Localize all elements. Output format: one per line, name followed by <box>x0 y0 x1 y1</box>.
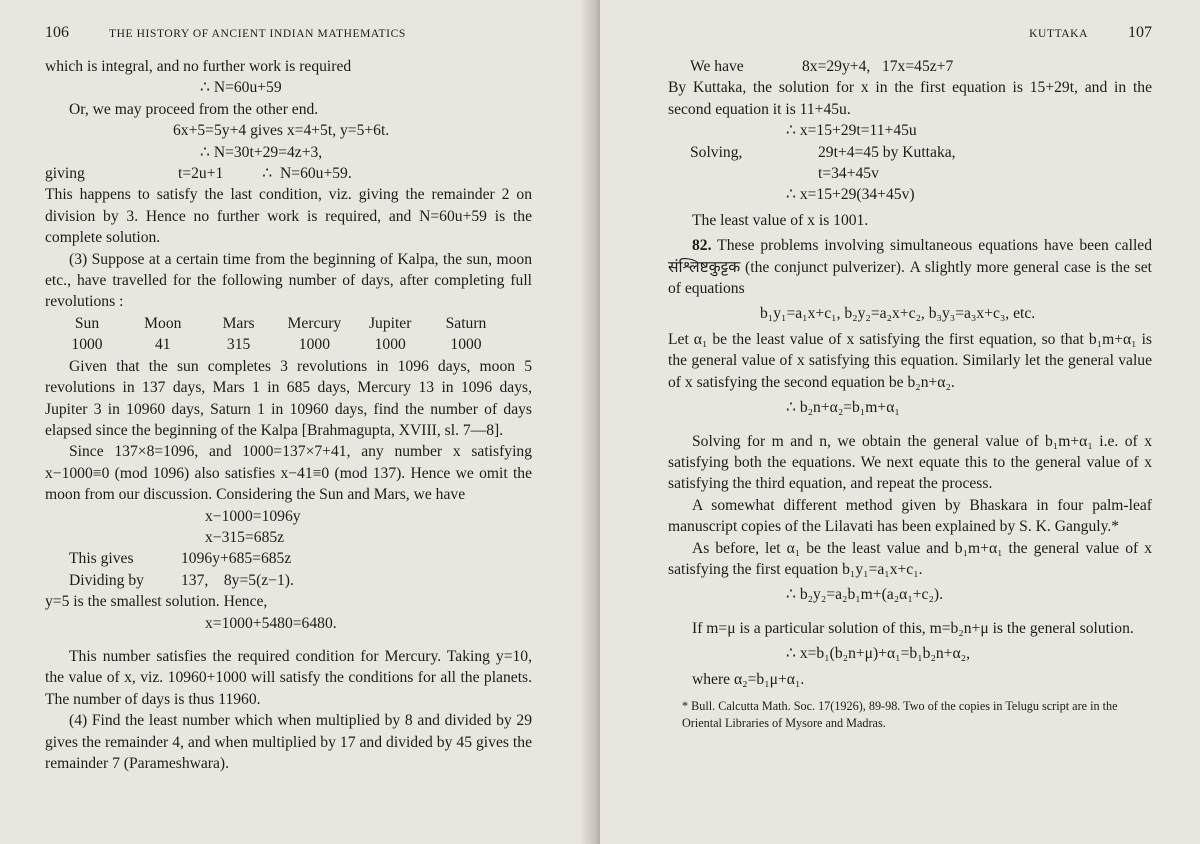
table-cell: 1000 <box>71 336 103 354</box>
paragraph: (4) Find the least number which when multiplied by 8 and divided by 29 gives the remainder 4, and when multiplied by 17 and divided by 45 gives the remainder 7 (Parameshwara). <box>45 712 532 772</box>
equation-label: We have <box>690 58 744 75</box>
left-page <box>0 0 592 844</box>
equation: x−1000=1096y <box>205 507 301 525</box>
table-cell: 1000 <box>450 336 482 354</box>
right-running-head <box>668 22 1152 48</box>
equation: ∴ b₂n+α₂=b₁m+α₁ <box>786 399 900 417</box>
paragraph: This number satisfies the required condition for Mercury. Taking y=10, the value of x, viz. 10960+1000 will satisfy the conditions for all the planets. The number of days is thus 11960. <box>45 647 532 708</box>
equation: ∴ x=15+29(34+45v) <box>786 186 915 204</box>
table-cell: 41 <box>155 336 171 354</box>
right-page <box>600 0 1200 844</box>
equation-row <box>668 142 1152 163</box>
equation: x=1000+5480=6480. <box>205 614 337 632</box>
equation-row <box>45 548 532 569</box>
equation: b₁y₁=a₁x+c₁, b₂y₂=a₂x+c₂, b₃y₃=a₃x+c₃, etc. <box>760 305 1036 323</box>
paragraph: Since 137×8=1096, and 1000=137×7+41, any number x satisfying x−1000≡0 (mod 1096) also satisfies x−41≡0 (mod 137). Hence we omit the moon from our discussion. Considering the Sun and Mars, we have <box>45 443 532 504</box>
text-line: The least value of x is 1001. <box>692 211 869 229</box>
planet-table-values <box>45 334 532 355</box>
table-header: Saturn <box>445 314 487 332</box>
paragraph: A somewhat different method given by Bhaskara in four palm-leaf manuscript copies of the Lilavati has been explained by S. K. Ganguly.* <box>668 496 1152 536</box>
table-cell: 1000 <box>298 336 330 354</box>
equation-row <box>45 570 532 591</box>
equation: t=34+45v <box>818 165 879 183</box>
left-running-head <box>45 22 532 48</box>
equation: 6x+5=5y+4 gives x=4+5t, y=5+6t. <box>173 122 390 140</box>
table-header: Mercury <box>287 314 342 332</box>
equation: ∴ b₂y₂=a₂b₁m+(a₂α₁+c₂). <box>786 586 943 604</box>
equation: 29t+4=45 by Kuttaka, <box>818 143 956 161</box>
equation: ∴ x=15+29t=11+45u <box>786 122 917 140</box>
paragraph: As before, let α₁ be the least value and b₁m+α₁ the general value of x satisfying the first equation b₁y₁=a₁x+c₁. <box>668 539 1152 578</box>
paragraph: Given that the sun completes 3 revolutions in 1096 days, moon 5 revolutions in 137 days, Mars 1 in 685 days, Mercury 13 in 1096 days, Jupiter 3 in 10960 days, Saturn 1 in 10960 days, find the number of days elapsed since the beginning of the Kalpa [Brahmagupta, XVIII, sl. 7—8]. <box>45 357 532 439</box>
footnote: * Bull. Calcutta Math. Soc. 17(1926), 89-98. Two of the copies in Telugu script are in the Oriental Libraries of Mysore and Madras. <box>682 698 1118 730</box>
right-running-title: KUTTAKA <box>1029 28 1088 40</box>
equation: ∴ N=30t+29=4z+3, <box>200 143 323 161</box>
paragraph: (3) Suppose at a certain time from the beginning of Kalpa, the sun, moon etc., have travelled for the following number of days, after completing full revolutions : <box>45 250 532 311</box>
equation-label: Dividing by <box>69 571 144 589</box>
section-number: 82. <box>692 237 712 255</box>
paragraph: This happens to satisfy the last condition, viz. giving the remainder 2 on division by 3. Hence no further work is required, and N=60u+59 is the complete solution. <box>45 186 532 247</box>
table-cell: 1000 <box>374 336 406 354</box>
equation-label: giving <box>45 165 85 183</box>
table-header: Mars <box>222 314 255 332</box>
equation: 8x=29y+4, 17x=45z+7 <box>802 58 954 75</box>
section-text: These problems involving simultaneous equations have been called संश्लिष्टकुट्टक (the conjunct pulverizer). A slightly more general case is the set of equations <box>668 237 1152 298</box>
left-page-number: 106 <box>45 24 69 41</box>
equation: 1096y+685=685z <box>181 550 292 568</box>
equation: ∴ N=60u+59 <box>200 79 282 97</box>
equation: x−315=685z <box>205 528 285 546</box>
table-header: Sun <box>74 314 100 332</box>
text-line: Or, we may proceed from the other end. <box>69 100 319 118</box>
paragraph: Let α₁ be the least value of x satisfying the first equation, so that b₁m+α₁ is the general value of x satisfying this equation. Similarly let the general value of x satisfying the second equation be b₂n+α₂. <box>668 330 1152 391</box>
table-cell: 315 <box>226 336 251 354</box>
equation-row <box>45 163 532 184</box>
right-page-number: 107 <box>1128 24 1152 41</box>
paragraph: Solving for m and n, we obtain the general value of b₁m+α₁ i.e. of x satisfying both the equations. We next equate this to the general value of x satisfying the third equation, and repeat the process. <box>668 432 1152 493</box>
equation-label: This gives <box>69 550 134 568</box>
text-line: which is integral, and no further work is required <box>45 58 352 75</box>
text-line: where α₂=b₁μ+α₁. <box>692 670 805 688</box>
equation-row <box>668 56 1152 77</box>
planet-table-headers <box>45 313 532 334</box>
paragraph: By Kuttaka, the solution for x in the first equation is 15+29t, and in the second equation it is 11+45u. <box>668 79 1152 118</box>
equation: 137, 8y=5(z−1). <box>181 571 294 589</box>
equation-label: Solving, <box>690 143 743 161</box>
text-line: y=5 is the smallest solution. Hence, <box>45 593 268 611</box>
equation: t=2u+1 ∴ N=60u+59. <box>178 165 352 183</box>
table-header: Jupiter <box>368 314 412 332</box>
equation: ∴ x=b₁(b₂n+μ)+α₁=b₁b₂n+α₂, <box>786 645 970 663</box>
paragraph: If m=μ is a particular solution of this, m=b₂n+μ is the general solution. <box>692 619 1134 637</box>
table-header: Moon <box>144 314 182 332</box>
paragraph <box>668 235 1152 299</box>
left-running-title: THE HISTORY OF ANCIENT INDIAN MATHEMATICS <box>109 28 406 40</box>
